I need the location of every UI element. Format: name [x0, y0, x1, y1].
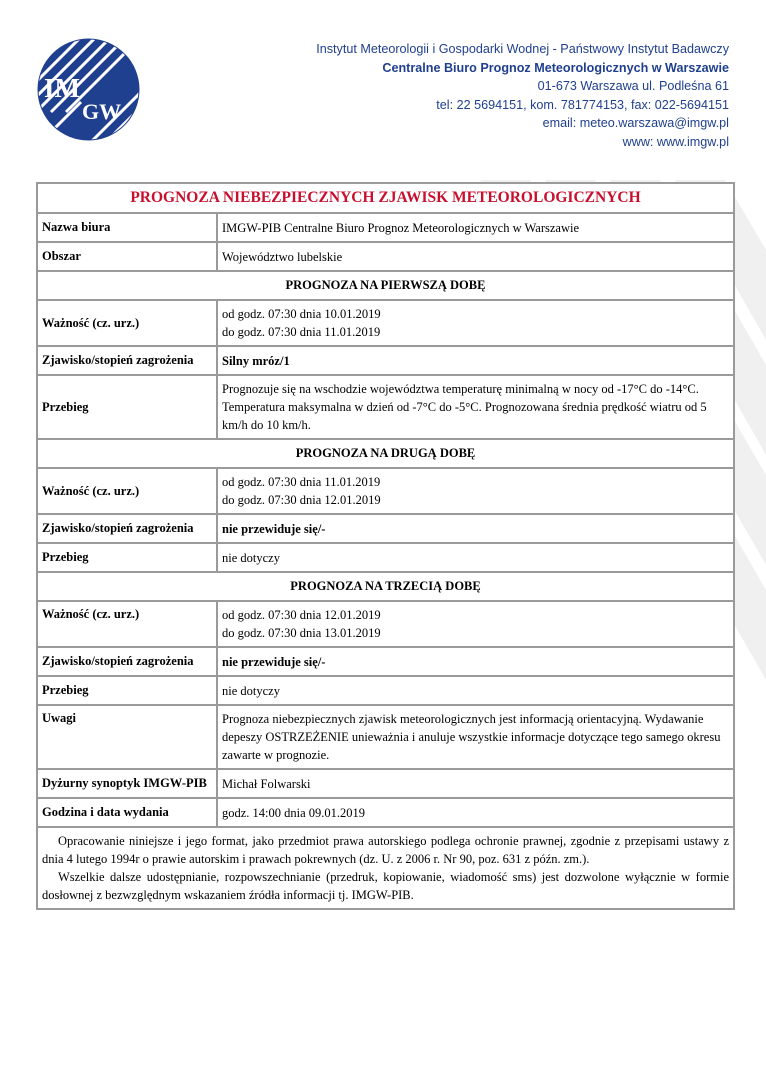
day2-validity-to: do godz. 07:30 dnia 12.01.2019 [222, 493, 381, 507]
bureau-name: Centralne Biuro Prognoz Meteorologicznych w Warszawie [382, 60, 729, 75]
forecaster-value: Michał Folwarski [222, 776, 311, 791]
day3-phenomenon-value: nie przewiduje się/- [222, 654, 326, 669]
title-row [38, 184, 733, 212]
day1-validity-to: do godz. 07:30 dnia 11.01.2019 [222, 325, 381, 339]
office-label: Nazwa biura [38, 214, 218, 241]
issued-row [38, 797, 733, 826]
email[interactable]: email: meteo.warszawa@imgw.pl [542, 116, 729, 131]
day3-heading: PROGNOZA NA TRZECIĄ DOBĘ [290, 579, 481, 593]
day1-heading: PROGNOZA NA PIERWSZĄ DOBĘ [285, 278, 486, 292]
day2-phenomenon-label: Zjawisko/stopień zagrożenia [38, 515, 218, 542]
day3-phenomenon-row [38, 646, 733, 675]
day2-validity-value [218, 469, 733, 513]
day3-course-row [38, 675, 733, 704]
area-row [38, 241, 733, 270]
day3-validity-value [218, 602, 733, 646]
day3-course-value: nie dotyczy [222, 683, 280, 698]
day2-course-label: Przebieg [38, 544, 218, 571]
day1-validity-row [38, 299, 733, 345]
day1-heading-row [38, 270, 733, 299]
day2-validity-row [38, 467, 733, 513]
day1-validity-label: Ważność (cz. urz.) [38, 301, 218, 345]
copyright-paragraph-2: Wszelkie dalsze udostępnianie, rozpowszechnianie (przedruk, kopiowanie, wiadomość sms) jest dozwolone wyłącznie w formie dosłownej z bezwzględnym wskazaniem źródła informacji tj. IMGW-PIB. [42, 870, 729, 902]
notes-value: Prognoza niebezpiecznych zjawisk meteorologicznych jest informacją orientacyjną. Wydawanie depeszy OSTRZEŻENIE unieważnia i anuluje wszystkie informacje dotyczące tego samego okresu zawarte w prognozie. [222, 712, 721, 762]
website[interactable]: www: www.imgw.pl [622, 134, 729, 149]
document-title: PROGNOZA NIEBEZPIECZNYCH ZJAWISK METEOROLOGICZNYCH [130, 189, 641, 206]
imgw-logo [36, 37, 141, 142]
notes-row [38, 704, 733, 768]
day1-phenomenon-value: Silny mróz/1 [222, 353, 290, 368]
day2-phenomenon-value: nie przewiduje się/- [222, 521, 326, 536]
day2-validity-label: Ważność (cz. urz.) [38, 469, 218, 513]
phone: tel: 22 5694151, kom. 781774153, fax: 022-5694151 [436, 97, 729, 112]
logo-text-top: IM [44, 73, 80, 103]
day2-heading: PROGNOZA NA DRUGĄ DOBĘ [295, 446, 476, 460]
forecast-table [36, 182, 735, 910]
issued-label: Godzina i data wydania [38, 799, 218, 826]
copyright-row [38, 826, 733, 908]
forecaster-row [38, 768, 733, 797]
day1-course-row [38, 374, 733, 438]
office-row [38, 212, 733, 241]
notes-label: Uwagi [38, 706, 218, 768]
day3-course-label: Przebieg [38, 677, 218, 704]
area-value: Województwo lubelskie [222, 249, 343, 264]
day1-phenomenon-row [38, 345, 733, 374]
day3-heading-row [38, 571, 733, 600]
day1-phenomenon-label: Zjawisko/stopień zagrożenia [38, 347, 218, 374]
day3-validity-label: Ważność (cz. urz.) [38, 602, 218, 646]
forecaster-label: Dyżurny synoptyk IMGW-PIB [38, 770, 218, 797]
day1-validity-from: od godz. 07:30 dnia 10.01.2019 [222, 307, 381, 321]
day3-validity-row [38, 600, 733, 646]
day1-course-label: Przebieg [38, 376, 218, 438]
day3-phenomenon-label: Zjawisko/stopień zagrożenia [38, 648, 218, 675]
address: 01-673 Warszawa ul. Podleśna 61 [537, 79, 729, 94]
area-label: Obszar [38, 243, 218, 270]
logo-text-bottom: GW [82, 99, 122, 124]
day2-phenomenon-row [38, 513, 733, 542]
day1-course-value: Prognozuje się na wschodzie województwa temperaturę minimalną w nocy od -17°C do -14°C. Temperatura maksymalna w dzień od -7°C do -5°C. Prognozowana średnia prędkość wiatru od 5 km/h do 10 km/h. [222, 382, 707, 432]
institute-name: Instytut Meteorologii i Gospodarki Wodnej - Państwowy Instytut Badawczy [316, 42, 729, 56]
day1-validity-value [218, 301, 733, 345]
day2-validity-from: od godz. 07:30 dnia 11.01.2019 [222, 475, 381, 489]
copyright-paragraph-1: Opracowanie niniejsze i jego format, jako przedmiot prawa autorskiego podlega ochronie prawnej, zgodnie z przepisami ustawy z dnia 4 lutego 1994r o prawie autorskim i prawach pokrewnych (dz. U. z 2006 r. Nr 90, poz. 631 z późn. zm.). [42, 834, 729, 866]
day2-course-row [38, 542, 733, 571]
issued-value: godz. 14:00 dnia 09.01.2019 [222, 805, 366, 820]
day3-validity-to: do godz. 07:30 dnia 13.01.2019 [222, 626, 381, 640]
day3-validity-from: od godz. 07:30 dnia 12.01.2019 [222, 608, 381, 622]
copyright-notice [38, 828, 733, 908]
day2-course-value: nie dotyczy [222, 550, 280, 565]
institute-header [209, 40, 729, 152]
office-value: IMGW-PIB Centralne Biuro Prognoz Meteorologicznych w Warszawie [222, 220, 580, 235]
day2-heading-row [38, 438, 733, 467]
